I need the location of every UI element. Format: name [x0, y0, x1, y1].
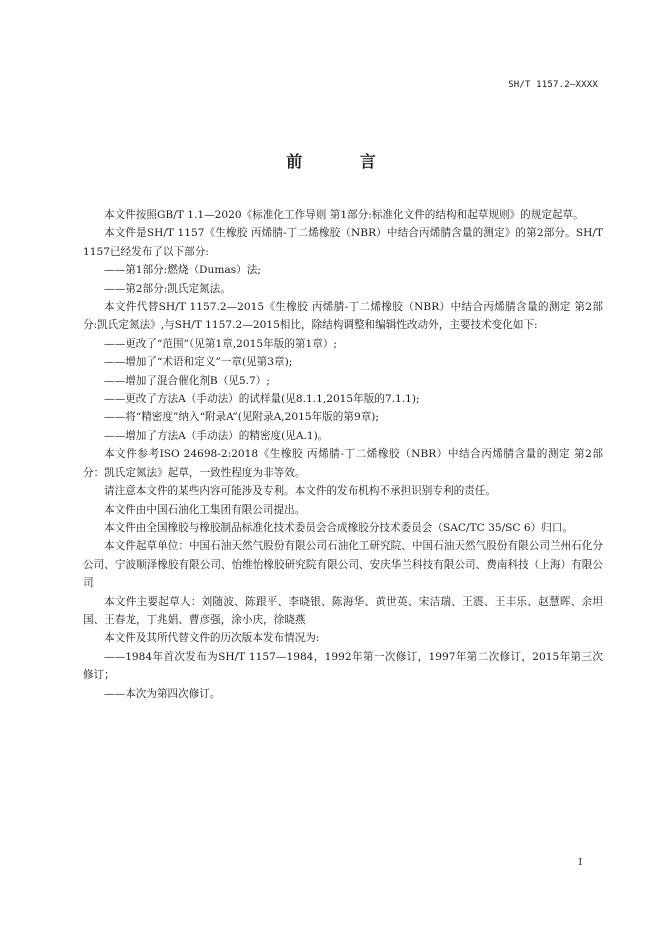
list-item-part-1: ——第1部分:燃烧（Dumas）法;: [104, 264, 261, 277]
list-item-change-scope: ——更改了“范围”（见第1章,2015年版的第1章）;: [104, 337, 338, 350]
standard-code: SH/T 1157.2—XXXX: [508, 80, 598, 90]
list-item-change-terms: ——增加了“术语和定义”一章(见第3章);: [104, 356, 293, 369]
page-title: 前 言: [286, 152, 402, 171]
list-item-current-revision: ——本次为第四次修订。: [104, 687, 221, 700]
list-item-change-precision: ——增加了方法A（手动法）的精密度(见A.1)。: [104, 429, 329, 442]
paragraph-patent-notice: 请注意本文件的某些内容可能涉及专利。本文件的发布机构不承担识别专利的责任。: [104, 485, 496, 498]
list-item-change-precision-annex: ——将“精密度”纳入“附录A”(见附录A,2015年版的第9章);: [104, 411, 379, 424]
paragraph-replaces: 本文件代替SH/T 1157.2—2015《生橡胶 丙烯腈-丁二烯橡胶（NBR）中结合丙烯腈含量的测定 第2部分:凯氏定氮法》,与SH/T 1157.2—2015相比，除结构调整和编辑性改动外，主要技术变化如下:: [83, 301, 603, 332]
paragraph-committee: 本文件由全国橡胶与橡胶制品标准化技术委员会合成橡胶分技术委员会（SAC/TC 35/SC 6）归口。: [104, 521, 574, 534]
list-item-change-sample: ——更改了方法A（手动法）的试样量(见8.1.1,2015年版的7.1.1);: [104, 393, 420, 406]
list-item-change-catalyst: ——增加了混合催化剂B（见5.7）;: [104, 374, 270, 387]
list-item-part-2: ——第2部分:凯氏定氮法。: [104, 282, 231, 295]
paragraph-drafting-rules: 本文件按照GB/T 1.1—2020《标准化工作导则 第1部分:标准化文件的结构和起草规则》的规定起草。: [104, 209, 584, 221]
paragraph-history-intro: 本文件及其所代替文件的历次版本发布情况为:: [104, 632, 320, 645]
paragraph-iso-reference: 本文件参考ISO 24698-2:2018《生橡胶 丙烯腈-丁二烯橡胶（NBR）中结合丙烯腈含量的测定 第2部分：凯氏定氮法》起草，一致性程度为非等效。: [83, 448, 603, 479]
paragraph-drafters: 本文件主要起草人：刘随波、陈跟平、李晓银、陈海华、黄世英、宋洁瑞、王震、王丰乐、赵慧晖、余坦国、王春龙，丁兆娟、曹彦强，涂小庆，徐晓燕: [83, 595, 603, 626]
foreword-body: [83, 206, 603, 703]
list-item-history: ——1984年首次发布为SH/T 1157—1984，1992年第一次修订，1997年第二次修订，2015年第三次修订；: [83, 650, 603, 682]
paragraph-part-intro: 本文件是SH/T 1157《生橡胶 丙烯腈-丁二烯橡胶（NBR）中结合丙烯腈含量的测定》的第2部分。SH/T 1157已经发布了以下部分:: [83, 227, 603, 258]
paragraph-drafting-units: 本文件起草单位：中国石油天然气股份有限公司石油化工研究院、中国石油天然气股份有限公司兰州石化分公司、宁波顺泽橡胶有限公司、怡维怡橡胶研究院有限公司、安庆华兰科技有限公司、费南科技（上海）有限公司: [83, 540, 603, 590]
paragraph-proposed-by: 本文件由中国石油化工集团有限公司提出。: [104, 503, 306, 516]
page-number: I: [578, 858, 582, 868]
